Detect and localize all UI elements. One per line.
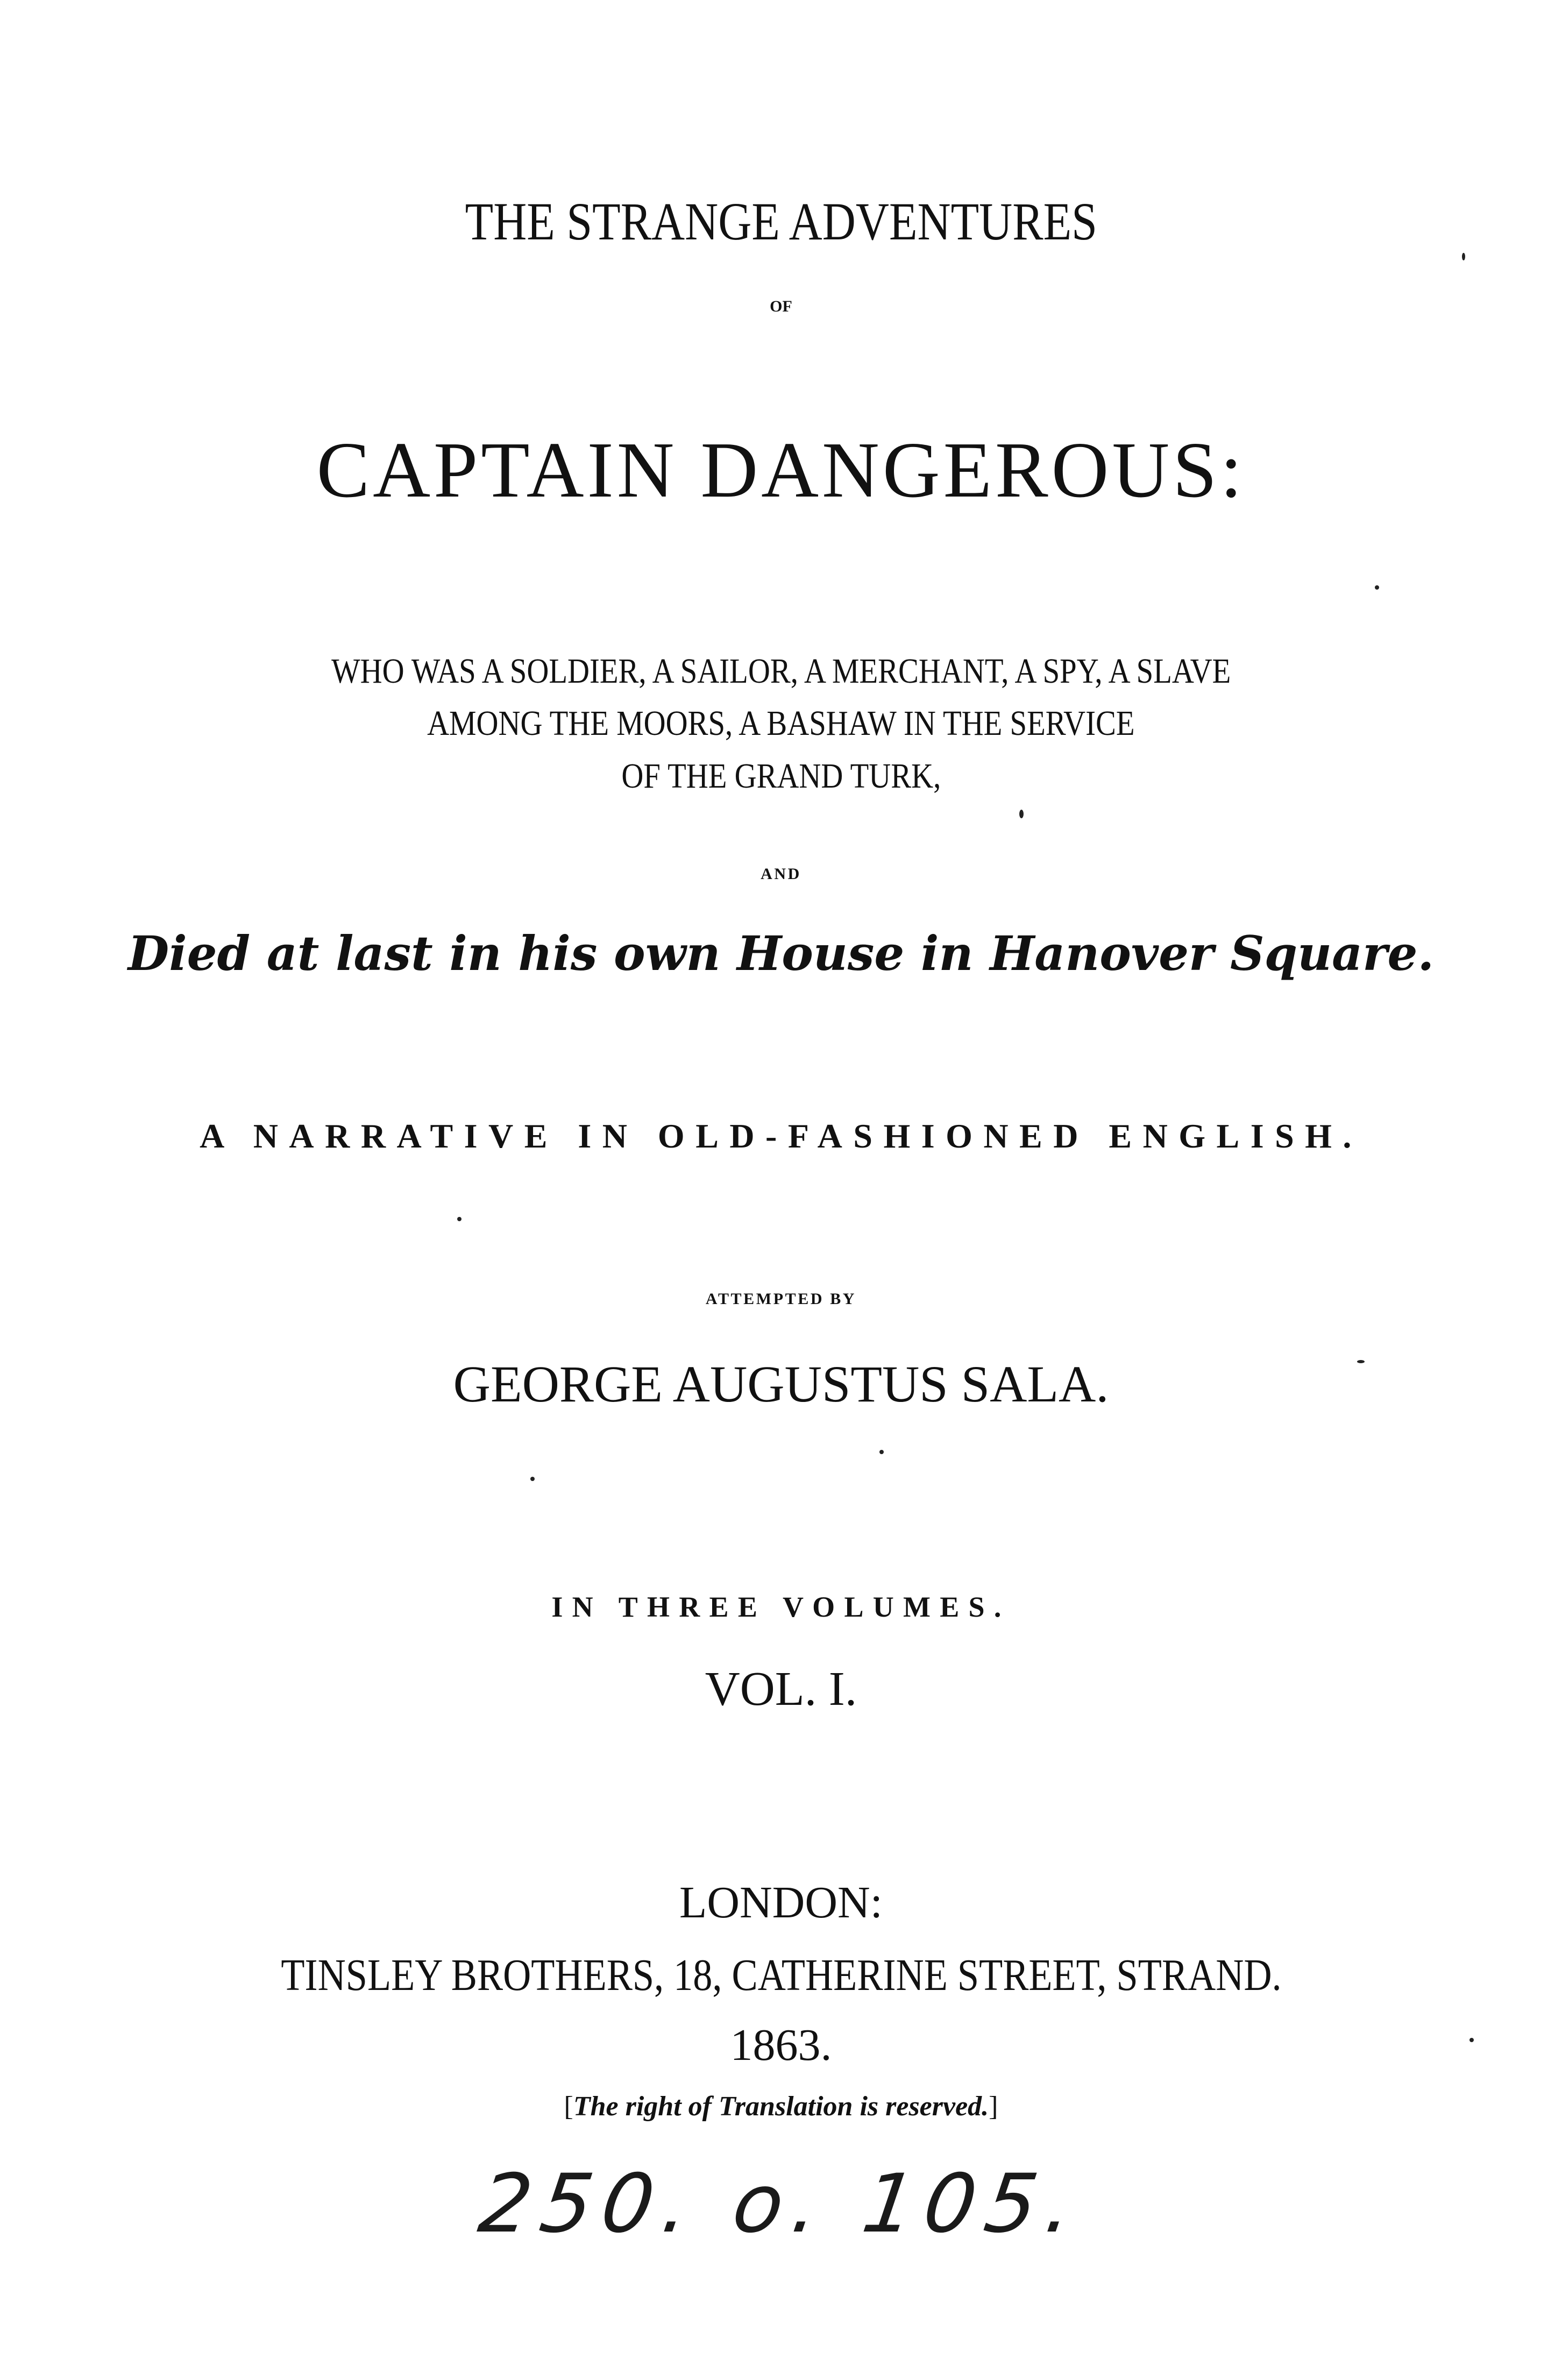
scan-speck bbox=[1019, 810, 1024, 818]
and-word: AND bbox=[761, 865, 801, 883]
subtitle-line-1: WHO WAS A SOLDIER, A SAILOR, A MERCHANT, A SPY, A SLAVE bbox=[331, 651, 1231, 691]
scan-speck bbox=[1469, 2038, 1474, 2042]
title-of-word: OF bbox=[770, 298, 792, 315]
rights-text: The right of Translation is reserved. bbox=[573, 2091, 989, 2122]
attempted-by: ATTEMPTED BY bbox=[705, 1290, 857, 1308]
volume-number: VOL. I. bbox=[705, 1662, 857, 1716]
scan-speck bbox=[1375, 585, 1379, 590]
rights-bracket-close: ] bbox=[989, 2091, 998, 2122]
rights-bracket-open: [ bbox=[564, 2091, 573, 2122]
imprint-publisher: TINSLEY BROTHERS, 18, CATHERINE STREET, STRAND. bbox=[280, 1950, 1282, 2000]
handwritten-shelfmark: 250. o. 105. bbox=[473, 2157, 1089, 2251]
blackletter-line: Died at last in his own House in Hanover Square. bbox=[127, 925, 1435, 981]
subtitle-line-3: OF THE GRAND TURK, bbox=[621, 756, 941, 796]
imprint-year: 1863. bbox=[730, 2020, 832, 2070]
scan-speck bbox=[530, 1477, 535, 1481]
imprint-city: LONDON: bbox=[679, 1878, 883, 1928]
scan-speck bbox=[1357, 1360, 1365, 1363]
title-line-1: THE STRANGE ADVENTURES bbox=[465, 192, 1097, 251]
scan-speck bbox=[457, 1217, 461, 1221]
volumes-line: IN THREE VOLUMES. bbox=[551, 1591, 1011, 1623]
main-title: CAPTAIN DANGEROUS: bbox=[316, 426, 1246, 514]
scan-speck bbox=[1462, 253, 1465, 260]
narrative-line: A NARRATIVE IN OLD-FASHIONED ENGLISH. bbox=[200, 1117, 1362, 1155]
rights-notice bbox=[0, 2093, 1562, 2121]
author-name: GEORGE AUGUSTUS SALA. bbox=[453, 1355, 1109, 1413]
subtitle-line-2: AMONG THE MOORS, A BASHAW IN THE SERVICE bbox=[427, 704, 1135, 743]
scan-speck bbox=[879, 1450, 884, 1454]
